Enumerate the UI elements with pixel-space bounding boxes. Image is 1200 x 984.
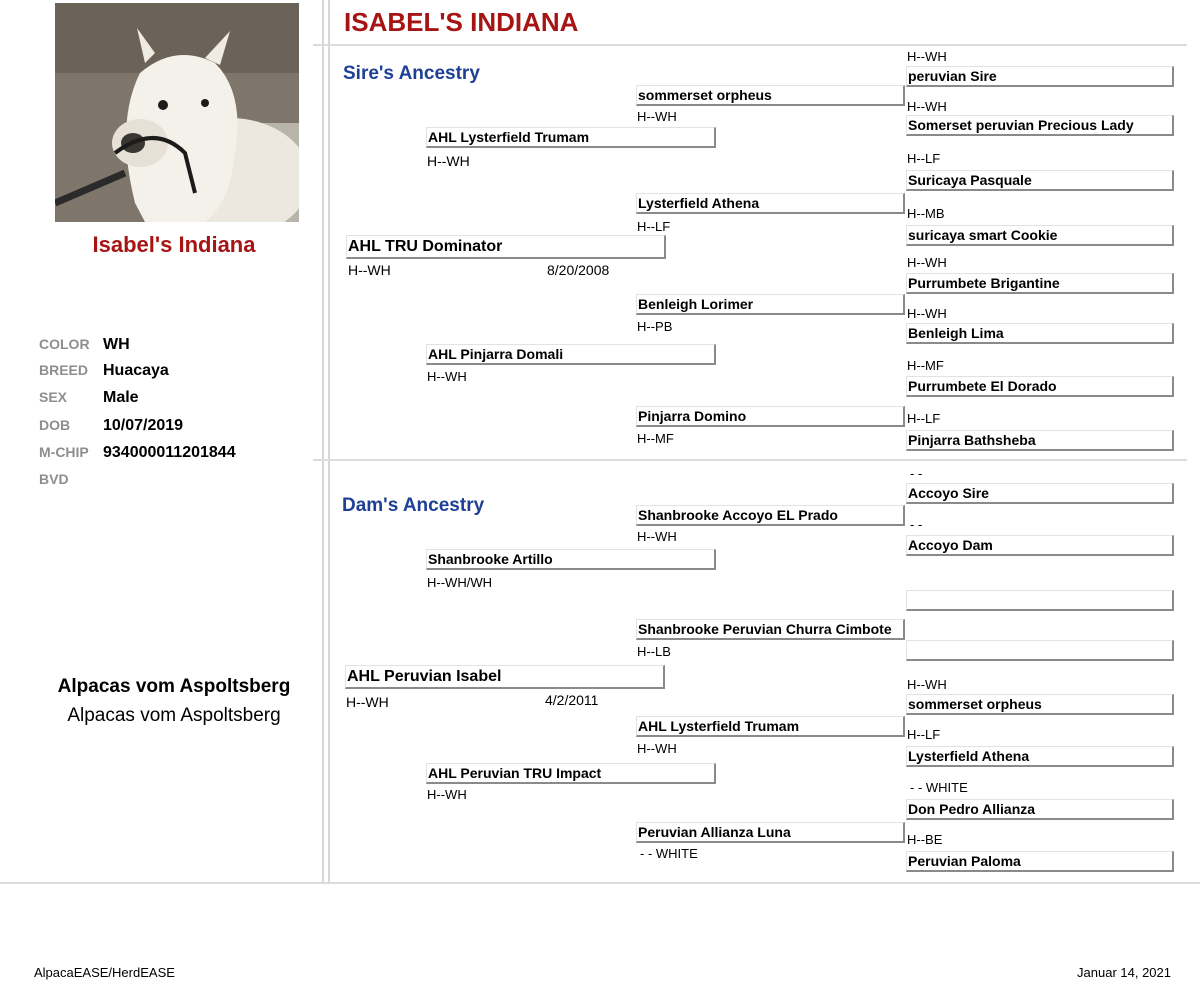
bvd-label: BVD [39,471,69,487]
sire-color: H--WH [348,262,391,278]
sire-gggp5-name: Purrumbete Brigantine [906,273,1174,294]
dam-name: AHL Peruvian Isabel [345,665,665,689]
dam-gggp8-name: Peruvian Paloma [906,851,1174,872]
dob-label: DOB [39,417,71,433]
sex-label: SEX [39,389,68,405]
sire-gp2-color: H--WH [427,369,467,384]
animal-name: Isabel's Indiana [92,232,256,257]
dam-gggp7-color: - - WHITE [910,780,968,795]
dam-gggp2-color: - - [910,517,923,532]
farm-name: Alpacas vom Aspoltsberg [57,676,291,697]
dam-ggp2-name: Shanbrooke Peruvian Churra Cimbote [636,619,905,640]
sire-gp1-name: AHL Lysterfield Trumam [426,127,716,148]
mchip-label: M-CHIP [39,444,89,460]
sire-ggp3-color: H--PB [637,319,673,334]
dam-gggp6-color: H--LF [907,727,941,742]
breed-label: BREED [39,362,89,378]
sire-gggp2-name: Somerset peruvian Precious Lady [906,115,1174,136]
sire-gggp2-color: H--WH [907,99,947,114]
alpaca-photo [55,3,299,222]
sire-gggp7-name: Purrumbete El Dorado [906,376,1174,397]
dam-ggp1-color: H--WH [637,529,677,544]
page-title: ISABEL'S INDIANA [344,7,579,37]
sire-ggp2-color: H--LF [637,219,671,234]
dam-gp1-name: Shanbrooke Artillo [426,549,716,570]
sire-gggp7-color: H--MF [907,358,944,373]
dam-color: H--WH [346,694,389,710]
sire-dob: 8/20/2008 [547,262,610,278]
footer-date: Januar 14, 2021 [1077,965,1171,980]
sire-gggp5-color: H--WH [907,255,947,270]
section-divider [313,459,1187,461]
sex-value: Male [103,389,139,406]
dob-value: 10/07/2019 [103,417,184,434]
sire-gggp1-color: H--WH [907,49,947,64]
mchip-value: 934000011201844 [103,444,236,461]
sire-gggp3-color: H--LF [907,151,941,166]
sire-gggp8-color: H--LF [907,411,941,426]
dam-gp2-color: H--WH [427,787,467,802]
sire-ggp1-color: H--WH [637,109,677,124]
color-value: WH [103,336,130,353]
footer-software: AlpacaEASE/HerdEASE [34,965,175,980]
dam-gggp1-color: - - [910,466,923,481]
dam-gggp8-color: H--BE [907,832,943,847]
sire-gp2-name: AHL Pinjarra Domali [426,344,716,365]
dam-ggp4-name: Peruvian Allianza Luna [636,822,905,843]
column-divider [328,0,330,884]
dam-gggp5-name: sommerset orpheus [906,694,1174,715]
sire-ggp4-name: Pinjarra Domino [636,406,905,427]
sire-ggp3-name: Benleigh Lorimer [636,294,905,315]
dam-gggp6-name: Lysterfield Athena [906,746,1174,767]
dam-ggp3-color: H--WH [637,741,677,756]
column-divider [322,0,324,884]
sire-gggp3-name: Suricaya Pasquale [906,170,1174,191]
sire-gggp6-color: H--WH [907,306,947,321]
dam-gggp3-name [906,590,1174,611]
dam-dob: 4/2/2011 [545,692,599,708]
dam-ggp3-name: AHL Lysterfield Trumam [636,716,905,737]
dam-gggp2-name: Accoyo Dam [906,535,1174,556]
dam-ggp1-name: Shanbrooke Accoyo EL Prado [636,505,905,526]
dam-gggp5-color: H--WH [907,677,947,692]
dam-gggp7-name: Don Pedro Allianza [906,799,1174,820]
sire-ggp4-color: H--MF [637,431,674,446]
sire-name: AHL TRU Dominator [346,235,666,259]
farm-subtitle: Alpacas vom Aspoltsberg [67,705,281,726]
dam-heading: Dam's Ancestry [342,495,485,516]
bottom-divider [0,882,1200,884]
dam-ggp4-color: - - WHITE [640,846,698,861]
sire-ggp1-name: sommerset orpheus [636,85,905,106]
dam-gp1-color: H--WH/WH [427,575,492,590]
dam-gp2-name: AHL Peruvian TRU Impact [426,763,716,784]
sire-gggp6-name: Benleigh Lima [906,323,1174,344]
title-divider [313,44,1187,46]
sire-heading: Sire's Ancestry [343,63,480,84]
sire-gggp1-name: peruvian Sire [906,66,1174,87]
sire-gggp8-name: Pinjarra Bathsheba [906,430,1174,451]
dam-gggp1-name: Accoyo Sire [906,483,1174,504]
sire-gggp4-name: suricaya smart Cookie [906,225,1174,246]
breed-value: Huacaya [103,362,169,379]
sire-gp1-color: H--WH [427,153,470,169]
sire-gggp4-color: H--MB [907,206,945,221]
dam-gggp4-name [906,640,1174,661]
color-label: COLOR [39,336,90,352]
dam-ggp2-color: H--LB [637,644,671,659]
sire-ggp2-name: Lysterfield Athena [636,193,905,214]
